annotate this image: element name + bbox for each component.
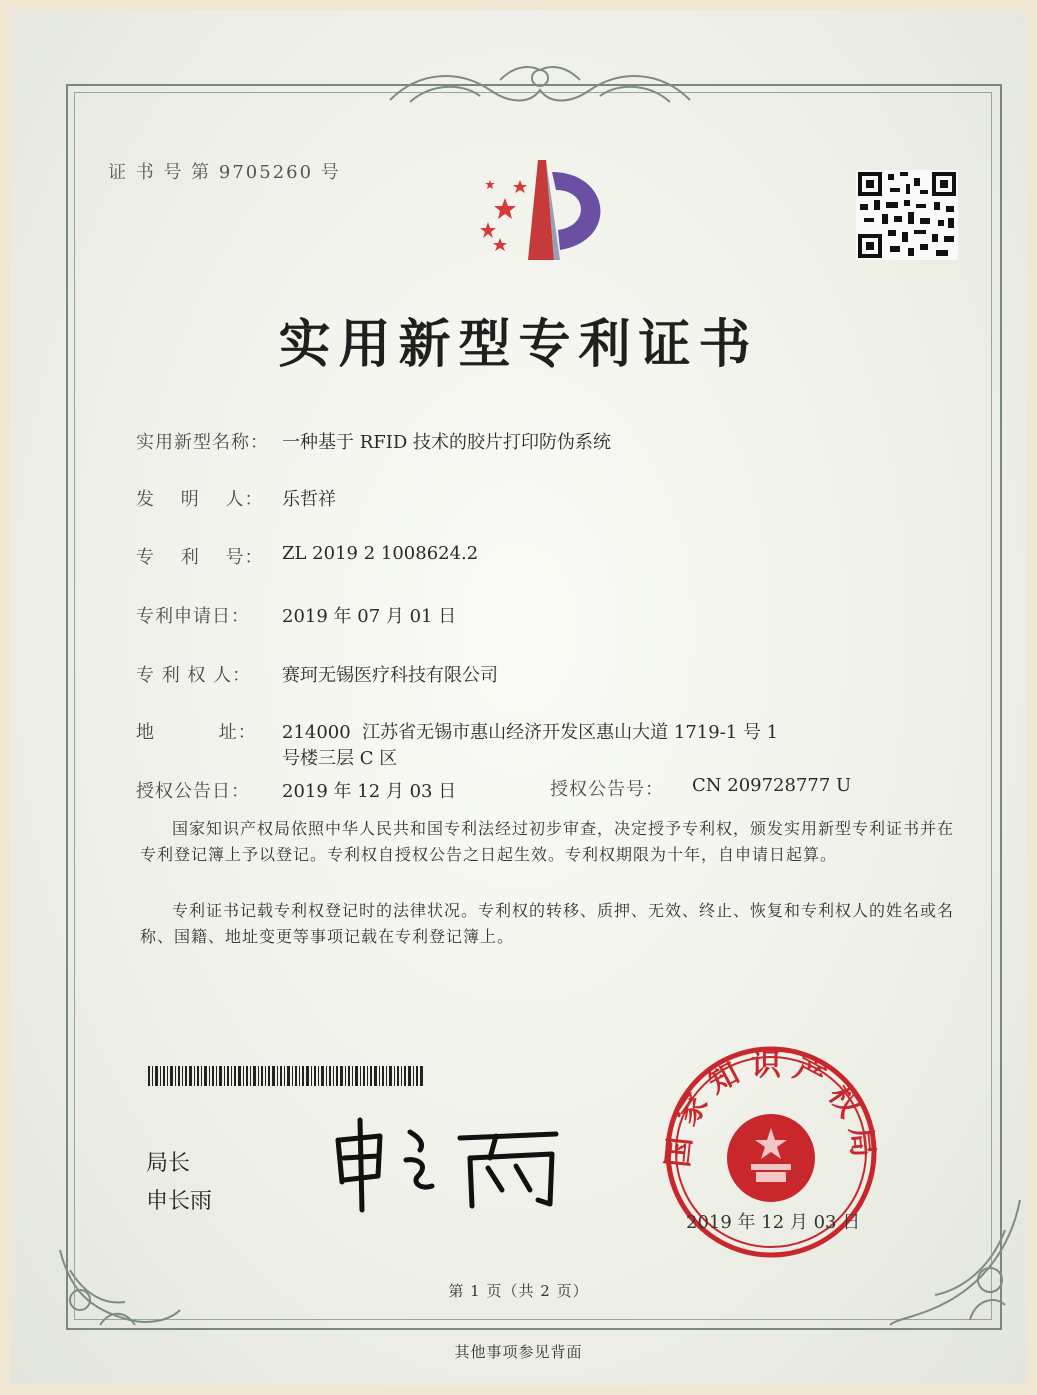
- grant-date-label: 授权公告日：: [136, 781, 250, 802]
- patent-number-label: 专 利 号：: [136, 547, 264, 568]
- patent-number-value: ZL 2019 2 1008624.2: [282, 543, 479, 564]
- certificate-title: 实用新型专利证书: [278, 314, 759, 375]
- patentee-label: 专 利 权 人：: [136, 665, 252, 686]
- address-line-2: 号楼三层 C 区: [282, 748, 398, 769]
- statement-paragraph-2: 专利证书记载专利权登记时的法律状况。专利权的转移、质押、无效、终止、恢复和专利权人的姓名或名称、国籍、地址变更等事项记载在专利登记簿上。: [140, 901, 955, 946]
- filing-date-label: 专利申请日：: [136, 606, 250, 627]
- inventor-value: 乐哲祥: [282, 489, 336, 510]
- barcode-icon: [148, 1066, 423, 1086]
- address-line-1: 214000 江苏省无锡市惠山经济开发区惠山大道 1719-1 号 1: [282, 722, 779, 743]
- filing-date-value: 2019 年 07 月 01 日: [282, 606, 457, 627]
- statement-paragraph-1: 国家知识产权局依照中华人民共和国专利法经过初步审查，决定授予专利权，颁发实用新型专利证书并在专利登记簿上予以登记。专利权自授权公告之日起生效。专利权期限为十年，自申请日起算。: [140, 819, 955, 864]
- grant-number-value: CN 209728777 U: [692, 775, 852, 796]
- inventor-label: 发 明 人：: [136, 489, 264, 510]
- cnipa-emblem-icon: [460, 150, 630, 270]
- grant-date-value: 2019 年 12 月 03 日: [282, 781, 457, 802]
- director-title: 局长: [146, 1151, 191, 1176]
- top-ornament-icon: [380, 60, 700, 114]
- svg-text:国家知识产权局: 国家知识产权局: [660, 1047, 882, 1169]
- address-label: 地 址：: [136, 722, 257, 743]
- director-name: 申长雨: [146, 1189, 213, 1214]
- patentee-value: 赛珂无锡医疗科技有限公司: [282, 665, 498, 686]
- signature-icon: [320, 1110, 580, 1220]
- qr-code-icon: [856, 170, 958, 260]
- page-number: 第 1 页（共 2 页）: [448, 1282, 589, 1300]
- utility-name-value: 一种基于 RFID 技术的胶片打印防伪系统: [282, 432, 612, 453]
- bottom-right-ornament-icon: [880, 1190, 1030, 1340]
- certificate-number: 证 书 号 第 9705260 号: [108, 162, 341, 183]
- utility-name-label: 实用新型名称：: [136, 432, 269, 453]
- footer-note: 其他事项参见背面: [454, 1343, 583, 1361]
- grant-number-label: 授权公告号：: [550, 779, 664, 800]
- seal-date: 2019 年 12 月 03 日: [686, 1212, 861, 1233]
